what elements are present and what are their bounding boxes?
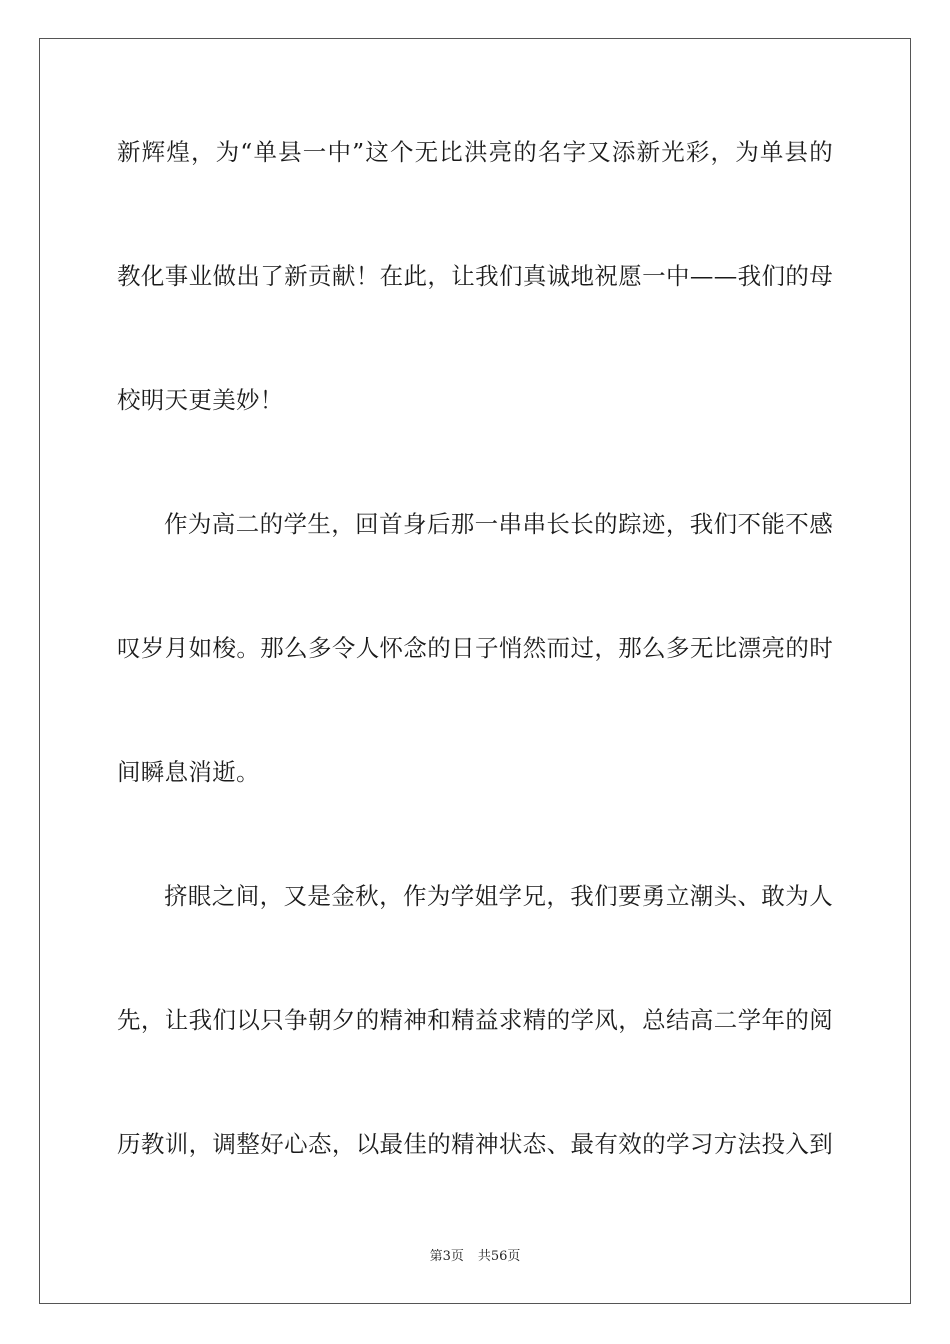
page-number: 第3页 bbox=[429, 1249, 464, 1264]
paragraph-start-line: 作为高二的学生，回首身后那一串串长长的踪迹，我们不能不感 bbox=[164, 510, 833, 538]
text-line-1: 新辉煌，为“单县一中”这个无比洪亮的名字又添新光彩，为单县的 bbox=[117, 138, 833, 166]
text-line-9: 历教训，调整好心态，以最佳的精神状态、最有效的学习方法投入到 bbox=[117, 1130, 833, 1158]
paragraph-start-line: 挤眼之间，又是金秋，作为学姐学兄，我们要勇立潮头、敢为人 bbox=[164, 882, 833, 910]
text-line-6: 间瞬息消逝。 bbox=[117, 758, 260, 786]
text-line-2: 教化事业做出了新贡献！在此，让我们真诚地祝愿一中——我们的母 bbox=[117, 262, 833, 290]
text-line-8: 先，让我们以只争朝夕的精神和精益求精的学风，总结高二学年的阅 bbox=[117, 1006, 833, 1034]
text-line-3: 校明天更美妙！ bbox=[117, 386, 284, 414]
page-footer bbox=[0, 1249, 950, 1265]
text-line-5: 叹岁月如梭。那么多令人怀念的日子悄然而过，那么多无比漂亮的时 bbox=[117, 634, 833, 662]
page-border bbox=[39, 38, 911, 1304]
page-total: 共56页 bbox=[477, 1249, 521, 1264]
